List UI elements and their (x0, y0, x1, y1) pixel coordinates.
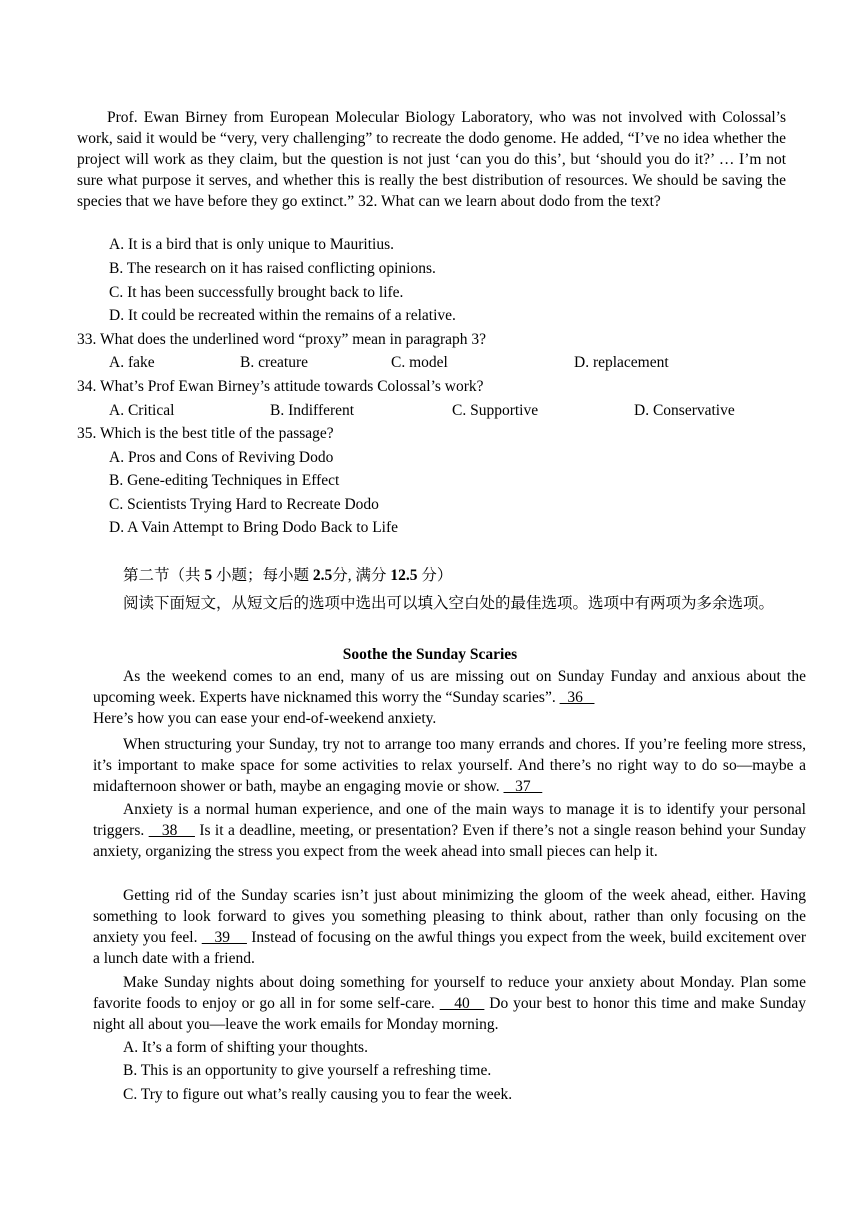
q33-option-b: B. creature (240, 354, 308, 371)
q34-option-d: D. Conservative (634, 402, 735, 419)
section-2-heading: 第二节（共 5 小题；每小题 2.5分, 满分 12.5 分） (123, 567, 453, 584)
blank-37[interactable]: 37 (503, 778, 543, 795)
q32-option-b: B. The research on it has raised conflicting opinions. (109, 260, 436, 277)
q35-option-c: C. Scientists Trying Hard to Recreate Dodo (109, 496, 379, 513)
birney-quote-paragraph: Prof. Ewan Birney from European Molecular Biology Laboratory, who was not involved with Colossal’s work, said it would be “very, very challenging” to recreate the dodo genome. He added, “I’ve no idea whether the project will work as they claim, but the question is not just ‘can you do this’, but ‘should you do it?’ … I’m not sure what purpose it serves, and whether this is really the best distribution of resources. We should be saving the species that we have before they go extinct.” (77, 109, 786, 210)
section-2-instructions: 阅读下面短文，从短文后的选项中选出可以填入空白处的最佳选项。选项中有两项为多余选项。 (123, 595, 775, 612)
q34-option-c: C. Supportive (452, 402, 539, 419)
q33-option-d: D. replacement (574, 354, 669, 371)
choice-a: A. It’s a form of shifting your thoughts. (123, 1039, 368, 1056)
choice-b: B. This is an opportunity to give yourself a refreshing time. (123, 1062, 492, 1079)
q35-option-b: B. Gene-editing Techniques in Effect (109, 472, 340, 489)
blank-38[interactable]: 38 (148, 822, 195, 839)
paragraph-3: Anxiety is a normal human experience, and one of the main ways to manage it is to identify your personal triggers. 38 Is it a deadline, meeting, or presentation? Even if there’s not a single reason behind your Sunday anxiety, organizing the stress you expect from the week ahead into small pieces can help it. (93, 801, 807, 860)
q34-option-a: A. Critical (109, 402, 175, 419)
question-34-stem: 34. What’s Prof Ewan Birney’s attitude towards Colossal’s work? (77, 378, 484, 395)
q35-option-d: D. A Vain Attempt to Bring Dodo Back to Life (109, 519, 399, 536)
question-33-stem: 33. What does the underlined word “proxy” mean in paragraph 3? (77, 331, 487, 348)
question-35-stem: 35. Which is the best title of the passage? (77, 425, 334, 442)
q33-option-a: A. fake (109, 354, 155, 371)
blank-39[interactable]: 39 (201, 929, 247, 946)
passage-final-paragraph (77, 107, 786, 212)
q35-option-a: A. Pros and Cons of Reviving Dodo (109, 449, 334, 466)
passage-title: Soothe the Sunday Scaries (342, 646, 518, 663)
q32-option-c: C. It has been successfully brought back to life. (109, 284, 404, 301)
question-32-stem: 32. What can we learn about dodo from the text? (358, 193, 661, 210)
paragraph-5: Make Sunday nights about doing something for yourself to reduce your anxiety about Monday. Plan some favorite foods to enjoy or go all in for some self-care. 40 Do your best to honor this time and make Sunday night all about you—leave the work emails for Monday morning. (93, 974, 807, 1033)
paragraph-2: When structuring your Sunday, try not to arrange too many errands and chores. If you’re feeling more stress, it’s important to make space for some activities to relax yourself. And there’s no right way to do so—maybe a midafternoon shower or bath, maybe an engaging movie or show. 37 (93, 736, 806, 795)
q32-option-a: A. It is a bird that is only unique to Mauritius. (109, 236, 395, 253)
q32-option-d: D. It could be recreated within the remains of a relative. (109, 307, 456, 324)
paragraph-1: As the weekend comes to an end, many of us are missing out on Sunday Funday and anxious about the upcoming week. Experts have nicknamed this worry the “Sunday scaries”. 36 Here’s how you can ease your end-of-weekend anxiety. (93, 668, 806, 727)
blank-36[interactable]: 36 (559, 689, 595, 706)
choice-c: C. Try to figure out what’s really causing you to fear the week. (123, 1086, 513, 1103)
q34-option-b: B. Indifferent (270, 402, 355, 419)
q33-option-c: C. model (391, 354, 448, 371)
paragraph-4: Getting rid of the Sunday scaries isn’t just about minimizing the gloom of the week ahead, either. Having something to look forward to gives you something pleasing to think about, rather than only focusing on the anxiety you feel. 39 Instead of focusing on the awful things you expect from the week, build excitement over a lunch date with a friend. (93, 887, 807, 967)
blank-40[interactable]: 40 (439, 995, 485, 1012)
